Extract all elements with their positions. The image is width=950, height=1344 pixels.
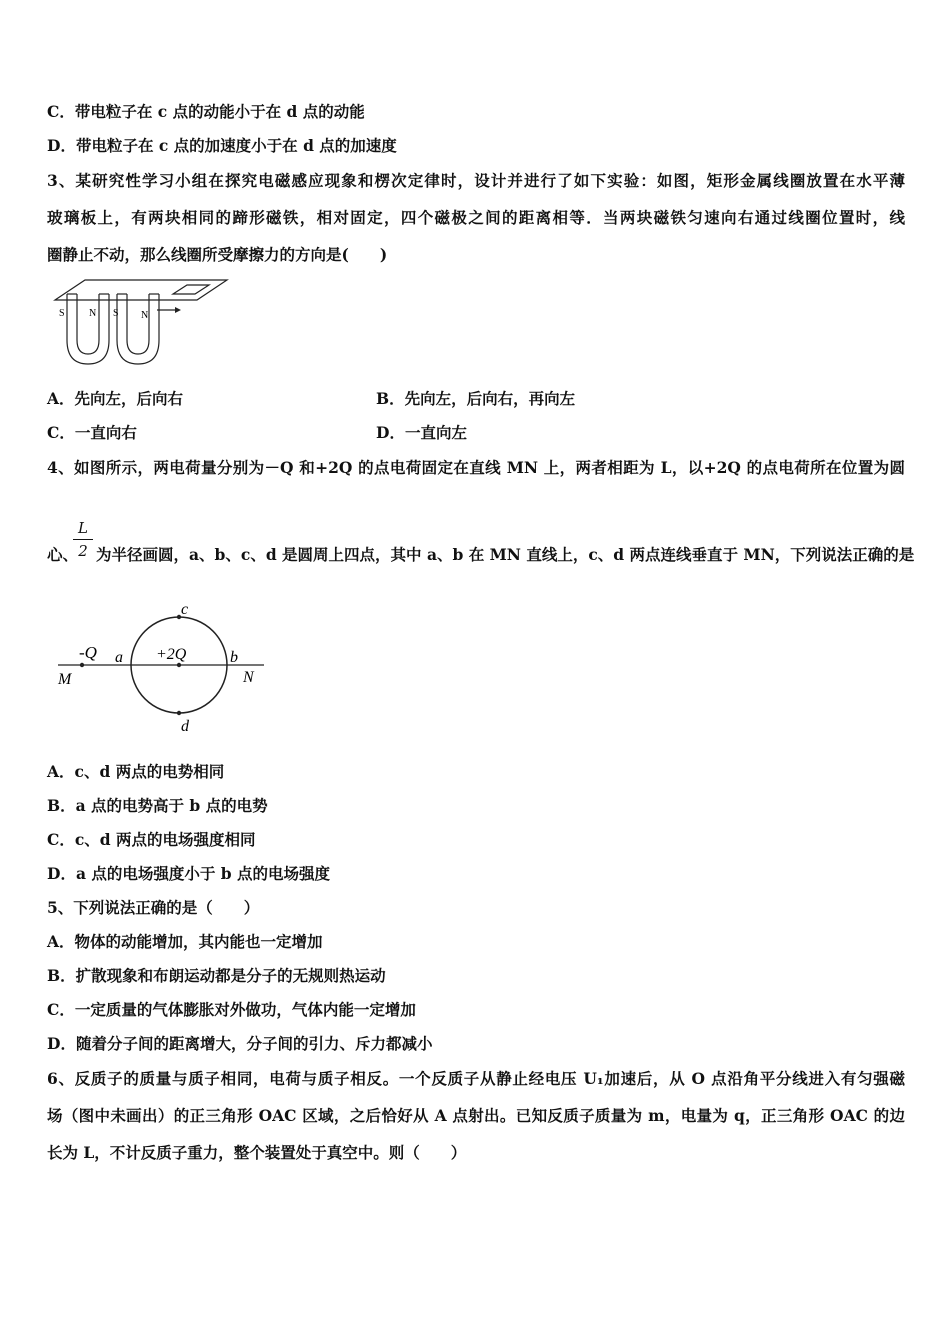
- q5-option-b: B．扩散现象和布朗运动都是分子的无规则热运动: [47, 966, 386, 985]
- label-d: d: [181, 718, 189, 735]
- q3-option-c: C．一直向右: [47, 423, 137, 442]
- charge-neg-dot: [80, 663, 84, 667]
- circle-figure: [52, 596, 270, 736]
- pole-label-1: S: [59, 308, 65, 319]
- charge-pos-dot: [177, 663, 181, 667]
- fraction-denominator: 2: [78, 542, 88, 560]
- q3-option-d: D．一直向左: [376, 423, 467, 442]
- q2-option-d: D．带电粒子在 c 点的加速度小于在 d 点的加速度: [47, 136, 397, 155]
- q4-stem-line1: 4、如图所示，两电荷量分别为－Q 和+2Q 的点电荷固定在直线 MN 上，两者相距为 L，以+2Q 的点电荷所在位置为圆: [47, 458, 905, 477]
- fraction-numerator: L: [78, 519, 88, 537]
- label-n: N: [243, 669, 254, 686]
- q5-option-c: C．一定质量的气体膨胀对外做功，气体内能一定增加: [47, 1000, 416, 1019]
- q6-stem-line3: 长为 L，不计反质子重力，整个装置处于真空中。则（ ）: [47, 1143, 467, 1162]
- q4-stem-line2-start: 心、: [47, 545, 79, 564]
- label-b: b: [230, 649, 238, 666]
- q3-stem-line3: 圈静止不动，那么线圈所受摩擦力的方向是( ): [47, 245, 388, 264]
- label-a: a: [115, 649, 123, 666]
- label-neg-q: -Q: [79, 643, 97, 662]
- fraction-l-over-2: [73, 519, 93, 560]
- label-m: M: [58, 671, 72, 688]
- q5-option-d: D．随着分子间的距离增大，分子间的引力、斥力都减小: [47, 1034, 433, 1053]
- q6-stem-line1: 6、反质子的质量与质子相同，电荷与质子相反。一个反质子从静止经电压 U₁加速后，从 O 点沿角平分线进入有匀强磁: [47, 1069, 905, 1088]
- q5-option-a: A．物体的动能增加，其内能也一定增加: [47, 932, 323, 951]
- q4-option-b: B．a 点的电势高于 b 点的电势: [47, 796, 268, 815]
- label-pos-2q: +2Q: [156, 646, 187, 663]
- magnet-figure: [45, 278, 230, 370]
- q3-stem-line1: 3、某研究性学习小组在探究电磁感应现象和楞次定律时，设计并进行了如下实验：如图，矩形金属线圈放置在水平薄: [47, 171, 905, 190]
- pole-label-4: N: [141, 310, 149, 321]
- q5-stem: 5、下列说法正确的是（ ）: [47, 898, 260, 917]
- q3-option-b: B．先向左，后向右，再向左: [376, 389, 576, 408]
- q6-stem-line2: 场（图中未画出）的正三角形 OAC 区域，之后恰好从 A 点射出。已知反质子质量为 m，电量为 q，正三角形 OAC 的边: [47, 1106, 905, 1125]
- q4-option-c: C．c、d 两点的电场强度相同: [47, 830, 256, 849]
- label-c: c: [181, 601, 189, 618]
- q3-stem-line2: 玻璃板上，有两块相同的蹄形磁铁，相对固定，四个磁极之间的距离相等．当两块磁铁匀速向右通过线圈位置时，线: [47, 208, 905, 227]
- horseshoe-magnet-right: [117, 294, 159, 364]
- q4-stem-line2: 为半径画圆，a、b、c、d 是圆周上四点，其中 a、b 在 MN 直线上，c、d 两点连线垂直于 MN，下列说法正确的是: [96, 545, 915, 564]
- pole-label-2: N: [89, 308, 97, 319]
- point-d-dot: [177, 711, 181, 715]
- q4-option-d: D．a 点的电场强度小于 b 点的电场强度: [47, 864, 331, 883]
- q3-option-a: A．先向左，后向右: [47, 389, 184, 408]
- horseshoe-magnet-left: [67, 294, 109, 364]
- q4-option-a: A．c、d 两点的电势相同: [47, 762, 225, 781]
- pole-label-3: S: [113, 308, 119, 319]
- q2-option-c: C．带电粒子在 c 点的动能小于在 d 点的动能: [47, 102, 365, 121]
